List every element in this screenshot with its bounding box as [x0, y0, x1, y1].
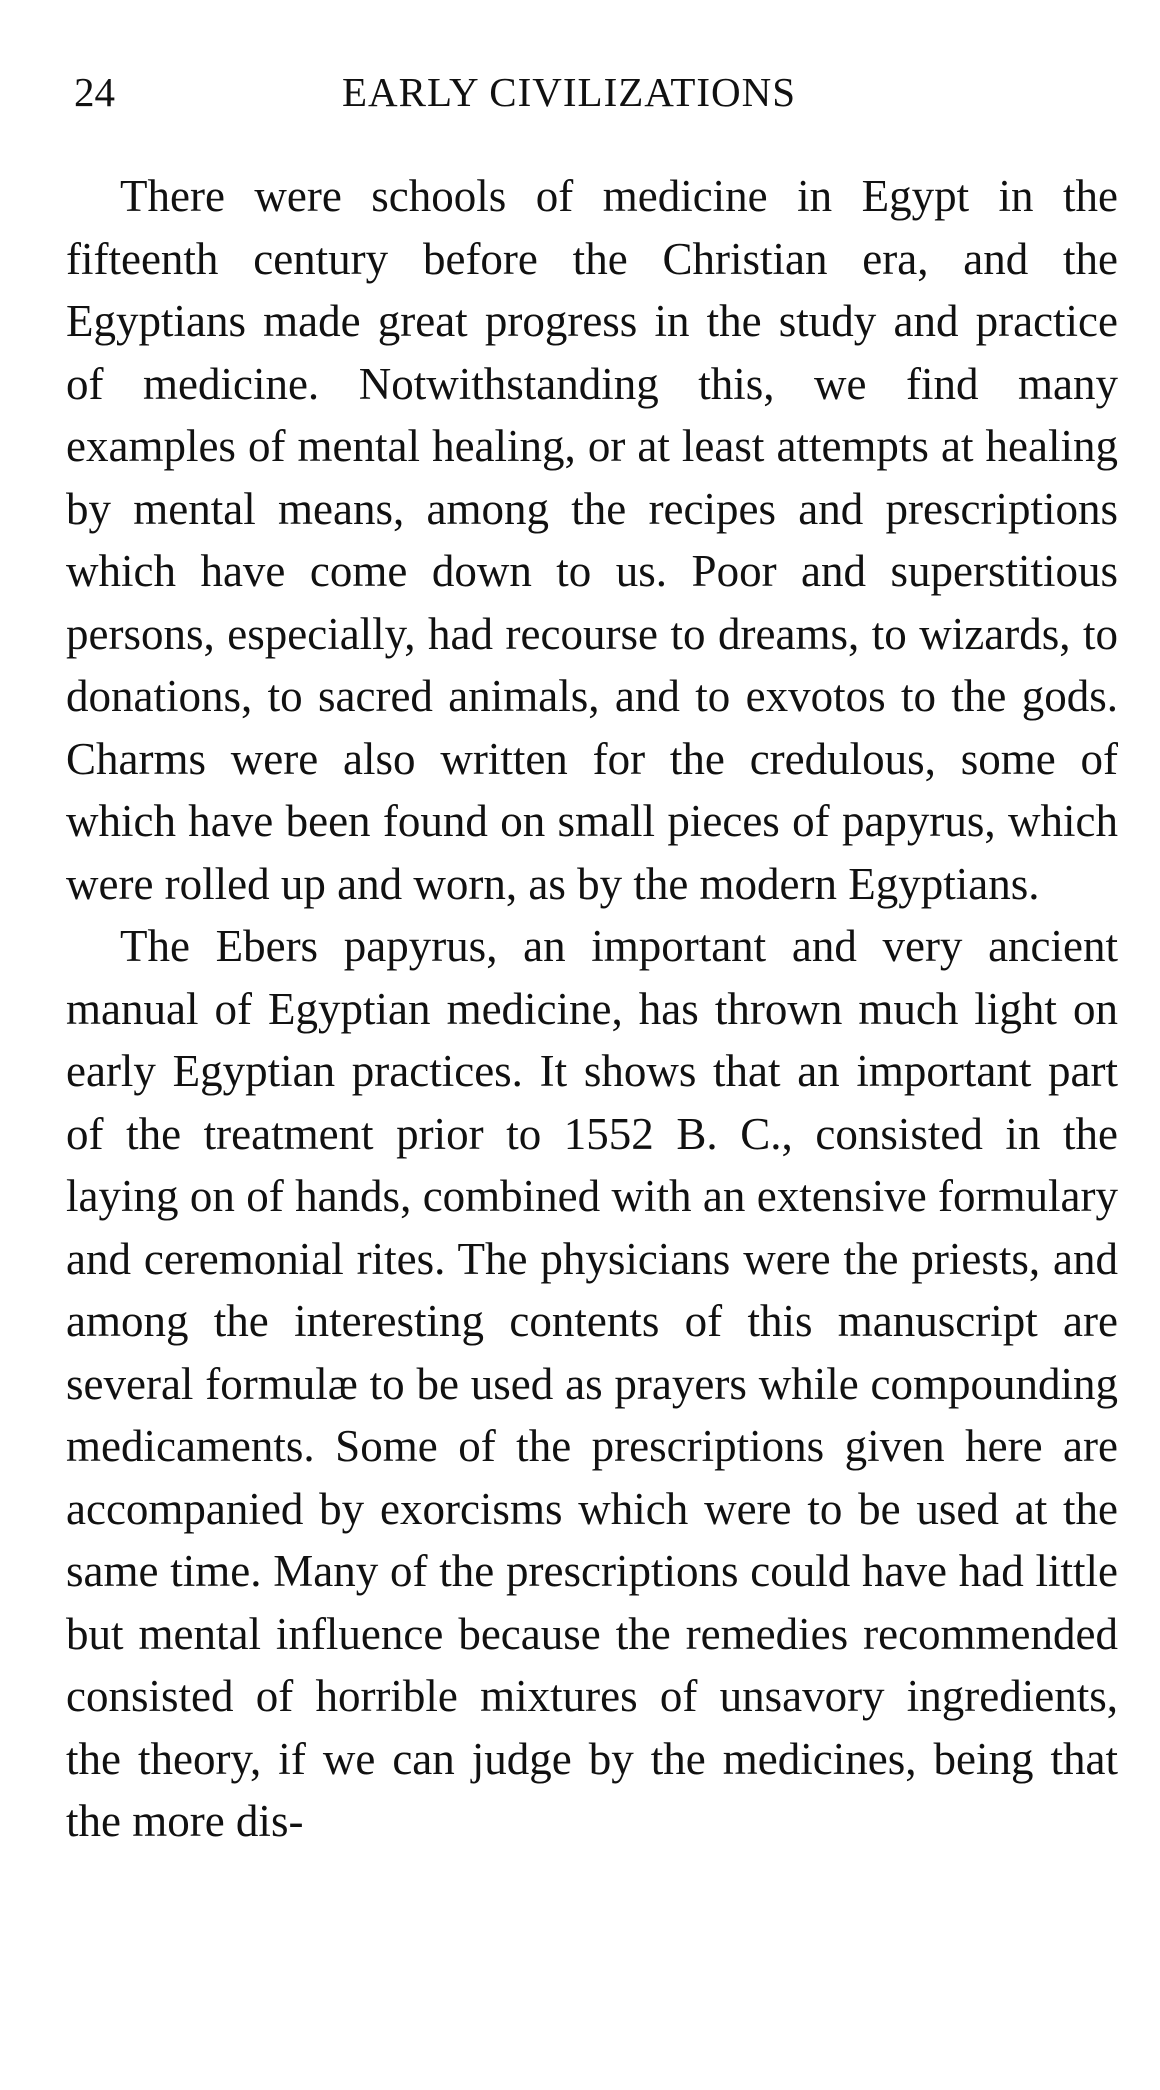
body-text [66, 165, 1118, 1853]
running-head [74, 62, 1094, 122]
paragraph-schools-of-medicine: There were schools of medicine in Egypt in the fifteenth century before the Christian era, and the Egyptians made great progress in the study and practice of medicine. Notwithstanding this, we find many examples of mental healing, or at least attempts at healing by mental means, among the recipes and prescriptions which have come down to us. Poor and superstitious persons, especially, had recourse to dreams, to wizards, to donations, to sacred animals, and to exvotos to the gods. Charms were also written for the credulous, some of which have been found on small pieces of papyrus, which were rolled up and worn, as by the modern Egyptians. [66, 171, 1118, 909]
running-title: EARLY CIVILIZATIONS [342, 69, 797, 115]
paragraph-ebers-papyrus: The Ebers papyrus, an important and very ancient manual of Egyptian medicine, has thrown much light on early Egyptian practices. It shows that an important part of the treatment prior to 1552 B. C., consisted in the laying on of hands, combined with an extensive formulary and ceremonial rites. The physicians were the priests, and among the interesting contents of this manuscript are several formulæ to be used as prayers while compounding medicaments. Some of the prescriptions given here are accompanied by exorcisms which were to be used at the same time. Many of the prescriptions could have had little but mental influence because the remedies recommended consisted of horrible mixtures of unsavory ingredients, the theory, if we can judge by the medicines, being that the more dis- [66, 921, 1118, 1846]
page-number: 24 [74, 69, 115, 115]
